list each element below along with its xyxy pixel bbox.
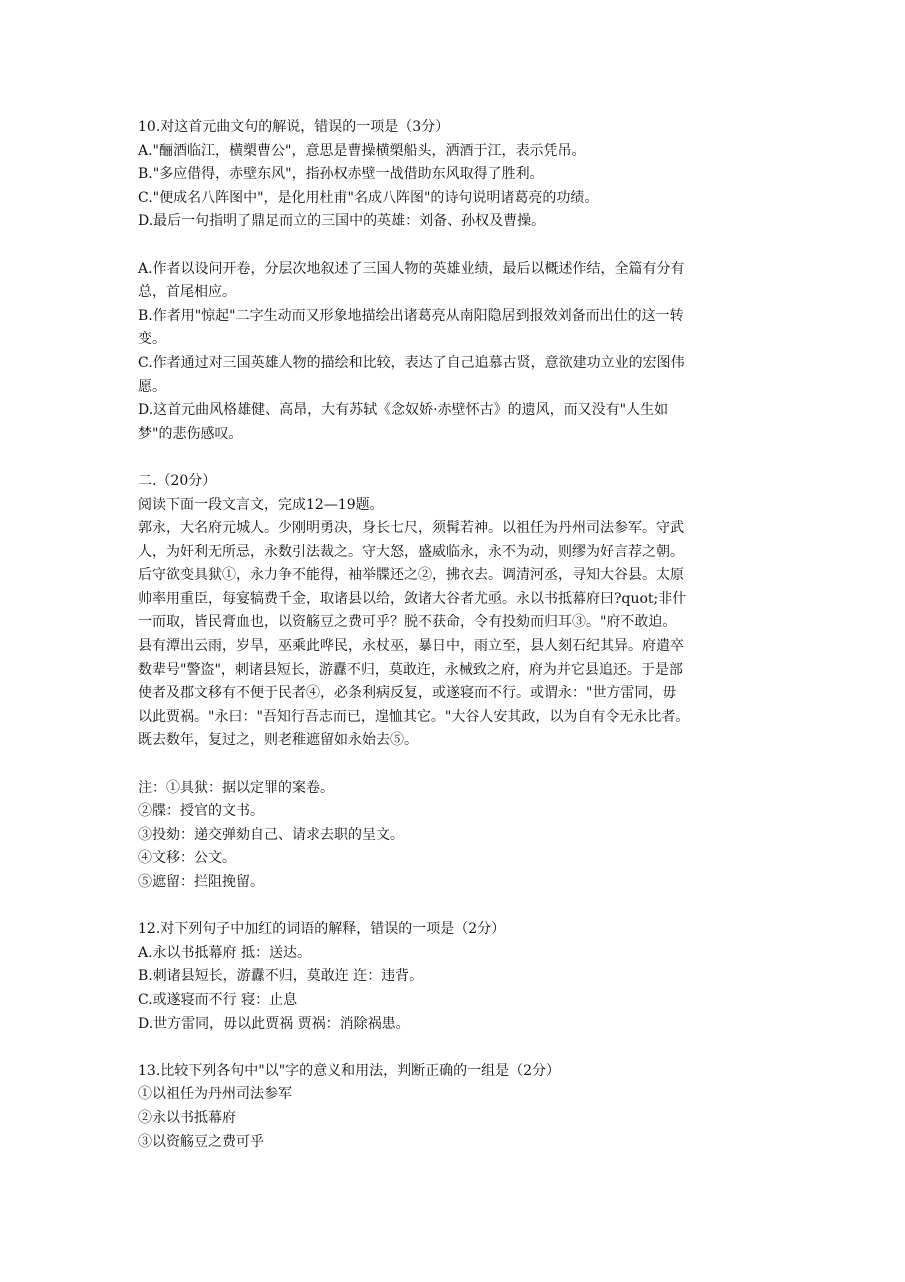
question-10-option-c: C."便成名八阵图中"，是化用杜甫"名成八阵图"的诗句说明诸葛亮的功绩。 — [138, 189, 599, 206]
spacer — [138, 446, 778, 470]
spacer — [138, 753, 778, 777]
section-2-heading: 二.（20分） — [138, 472, 217, 489]
question-11-line: 梦"的悲伤感叹。 — [138, 425, 243, 442]
passage-line: 既去数年，复过之，则老稚遮留如永始去⑤。 — [138, 732, 418, 749]
note-line: ③投劾：递交弹劾自己、请求去职的呈文。 — [138, 826, 404, 843]
passage-line: 数辈号"警盗"，刺诸县短长，游纛不归，莫敢迕，永械致之府，府为并它县追还。于是部 — [138, 661, 683, 678]
question-13-stem: 13.比较下列各句中"以"字的意义和用法，判断正确的一组是（2分） — [138, 1062, 561, 1079]
passage-notes — [138, 777, 778, 895]
question-13 — [138, 1060, 778, 1154]
question-11-line: C.作者通过对三国英雄人物的描绘和比较，表达了自己追慕古贤，意欲建功立业的宏图伟 — [138, 354, 685, 371]
spacer — [138, 234, 778, 258]
question-10 — [138, 116, 778, 234]
question-13-item: ①以祖任为丹州司法参军 — [138, 1086, 292, 1103]
passage-line: 人，为奸利无所忌，永数引法裁之。守大怒，盛威临永，永不为动，则缪为好言荐之朝。 — [138, 543, 684, 560]
question-12-option-b: B.刺诸县短长，游纛不归，莫敢迕 迕：违背。 — [138, 968, 424, 985]
question-11-options — [138, 258, 778, 447]
passage-line: 郭永，大名府元城人。少刚明勇决，身长七尺，须髯若神。以祖任为丹州司法参军。守武 — [138, 520, 684, 537]
note-line: 注：①具狱：据以定罪的案卷。 — [138, 779, 334, 796]
question-10-option-d: D.最后一句指明了鼎足而立的三国中的英雄：刘备、孙权及曹操。 — [138, 213, 546, 230]
section-2 — [138, 470, 778, 895]
note-line: ④文移：公文。 — [138, 850, 236, 867]
document-page — [138, 116, 778, 1154]
question-12-option-c: C.或遂寝而不行 寝：止息 — [138, 991, 298, 1008]
question-11-line: 总，首尾相应。 — [138, 284, 236, 301]
question-11-line: D.这首元曲风格雄健、高昂，大有苏轼《念奴娇·赤壁怀古》的遗风，而又没有"人生如 — [138, 402, 669, 419]
question-13-item: ②永以书抵幕府 — [138, 1109, 236, 1126]
passage-line: 一而取，皆民膏血也，以资觞豆之费可乎？脱不获命，令有投劾而归耳③。"府不敢迫。 — [138, 614, 677, 631]
passage-line: 后守欲变具狱①，永力争不能得，袖举牒还之②，拂衣去。调清河丞，寻知大谷县。太原 — [138, 567, 684, 584]
spacer — [138, 895, 778, 919]
passage-line: 县有潭出云雨，岁旱，巫乘此哗民，永杖巫，暴日中，雨立至，县人刻石纪其异。府遣卒 — [138, 638, 684, 655]
question-10-stem: 10.对这首元曲文句的解说，错误的一项是（3分） — [138, 119, 450, 135]
note-line: ②牒：授官的文书。 — [138, 803, 264, 820]
question-11-line: 愿。 — [138, 378, 166, 395]
question-12-stem: 12.对下列句子中加红的词语的解释，错误的一项是（2分） — [138, 921, 506, 938]
question-12-option-a: A.永以书抵幕府 抵：送达。 — [138, 944, 312, 961]
question-12-option-d: D.世方雷同，毋以此贾祸 贾祸：消除祸患。 — [138, 1015, 410, 1032]
classical-passage — [138, 517, 778, 753]
note-line: ⑤遮留：拦阻挽留。 — [138, 874, 264, 890]
section-2-instruction: 阅读下面一段文言文，完成12—19题。 — [138, 496, 384, 513]
question-11-line: 变。 — [138, 331, 166, 348]
question-10-option-a: A."酾酒临江，横槊曹公"，意思是曹操横槊船头，洒酒于江，表示凭吊。 — [138, 142, 586, 159]
question-12 — [138, 918, 778, 1036]
passage-line: 使者及郡文移有不便于民者④，必条利病反复，或遂寝而不行。或谓永："世方雷同，毋 — [138, 685, 677, 702]
question-11-line: B.作者用"惊起"二字生动而又形象地描绘出诸葛亮从南阳隐居到报效刘备而出仕的这一转 — [138, 307, 684, 324]
passage-line: 帅率用重臣，每宴犒费千金，取诸县以给，敛诸大谷者尤亟。永以书抵幕府曰?quot;非什 — [138, 590, 687, 607]
spacer — [138, 1036, 778, 1060]
passage-line: 以此贾祸。"永曰："吾知行吾志而已，遑恤其它。"大谷人安其政，以为自有令无永比者。 — [138, 708, 690, 725]
question-10-option-b: B."多应借得，赤壁东风"，指孙权赤壁一战借助东风取得了胜利。 — [138, 166, 544, 183]
question-13-item: ③以资觞豆之费可乎 — [138, 1133, 264, 1150]
question-11-line: A.作者以设问开卷，分层次地叙述了三国人物的英雄业绩，最后以概述作结，全篇有分有 — [138, 260, 685, 277]
